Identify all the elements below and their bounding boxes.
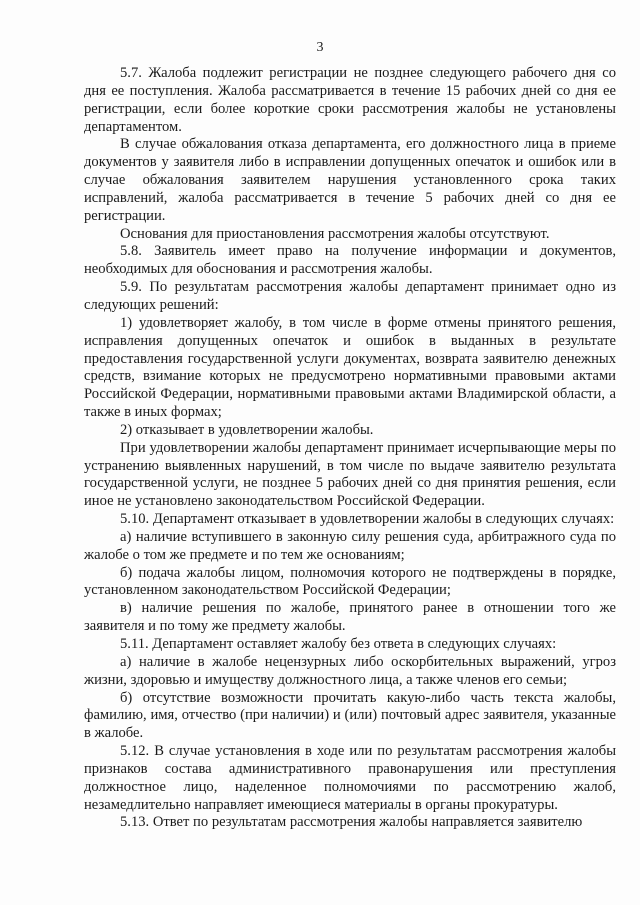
paragraph-appeal-refusal: В случае обжалования отказа департамента, его должностного лица в приеме документов у заявителя либо в исправлении допущенных опечаток и ошибок или в случае обжалования заявителем нарушения установленного срока таких исправлений, жалоба рассматривается в течение 5 рабочих дней со дня ее регистрации. xyxy=(84,136,616,224)
paragraph-decision-2: 2) отказывает в удовлетворении жалобы. xyxy=(120,421,374,438)
paragraph-no-suspension: Основания для приостановления рассмотрения жалобы отсутствуют. xyxy=(120,225,550,242)
paragraph-5-9: 5.9. По результатам рассмотрения жалобы департамент принимает одно из следующих решений: xyxy=(84,279,616,313)
paragraph-5-8: 5.8. Заявитель имеет право на получение информации и документов, необходимых для обоснования и рассмотрения жалобы. xyxy=(84,243,616,278)
paragraph-5-11-a: а) наличие в жалобе нецензурных либо оскорбительных выражений, угроз жизни, здоровью и имуществу должностного лица, а также членов его семьи; xyxy=(84,653,616,688)
paragraph-5-10-a: а) наличие вступившего в законную силу решения суда, арбитражного суда по жалобе о том же предмете и по тем же основаниям; xyxy=(84,528,616,563)
paragraph-5-10-v: в) наличие решения по жалобе, принятого ранее в отношении того же заявителя и по тому же предмету жалобы. xyxy=(84,600,616,635)
paragraph-5-11-b: б) отсутствие возможности прочитать какую-либо часть текста жалобы, фамилию, имя, отчество (при наличии) и (или) почтовый адрес заявителя, указанные в жалобе. xyxy=(84,689,616,742)
paragraph-satisfaction-measures: При удовлетворении жалобы департамент принимает исчерпывающие меры по устранению выявленных нарушений, в том числе по выдаче заявителю результата государственной услуги, не позднее 5 рабочих дней со дня принятия решения, если иное не установлено законодательством Российской Федерации. xyxy=(84,439,616,510)
paragraph-5-12: 5.12. В случае установления в ходе или по результатам рассмотрения жалобы признаков состава административного правонарушения или преступления должностное лицо, наделенное полномочиями по рассмотрению жалоб, незамедлительно направляет имеющиеся материалы в органы прокуратуры. xyxy=(84,743,616,813)
paragraph-5-7: 5.7. Жалоба подлежит регистрации не позднее следующего рабочего дня со дня ее поступления. Жалоба рассматривается в течение 15 рабочих дней со дня ее регистрации, если более короткие сроки рассмотрения жалобы не установлены департаментом. xyxy=(84,65,616,135)
document-body xyxy=(84,65,616,832)
paragraph-decision-1: 1) удовлетворяет жалобу, в том числе в форме отмены принятого решения, исправления допущенных опечаток и ошибок в выданных в результате предоставления государственной услуги документах, возврата заявителю денежных средств, взимание которых не предусмотрено нормативными правовыми актами Российской Федерации, нормативными правовыми актами Владимирской области, а также в иных формах; xyxy=(84,314,616,421)
paragraph-5-10: 5.10. Департамент отказывает в удовлетворении жалобы в следующих случаях: xyxy=(120,511,615,528)
paragraph-5-10-b: б) подача жалобы лицом, полномочия которого не подтверждены в порядке, установленном законодательством Российской Федерации; xyxy=(84,564,616,599)
paragraph-5-13: 5.13. Ответ по результатам рассмотрения жалобы направляется заявителю xyxy=(120,814,583,831)
paragraph-5-11: 5.11. Департамент оставляет жалобу без ответа в следующих случаях: xyxy=(120,636,557,652)
page-number: 3 xyxy=(316,40,324,55)
